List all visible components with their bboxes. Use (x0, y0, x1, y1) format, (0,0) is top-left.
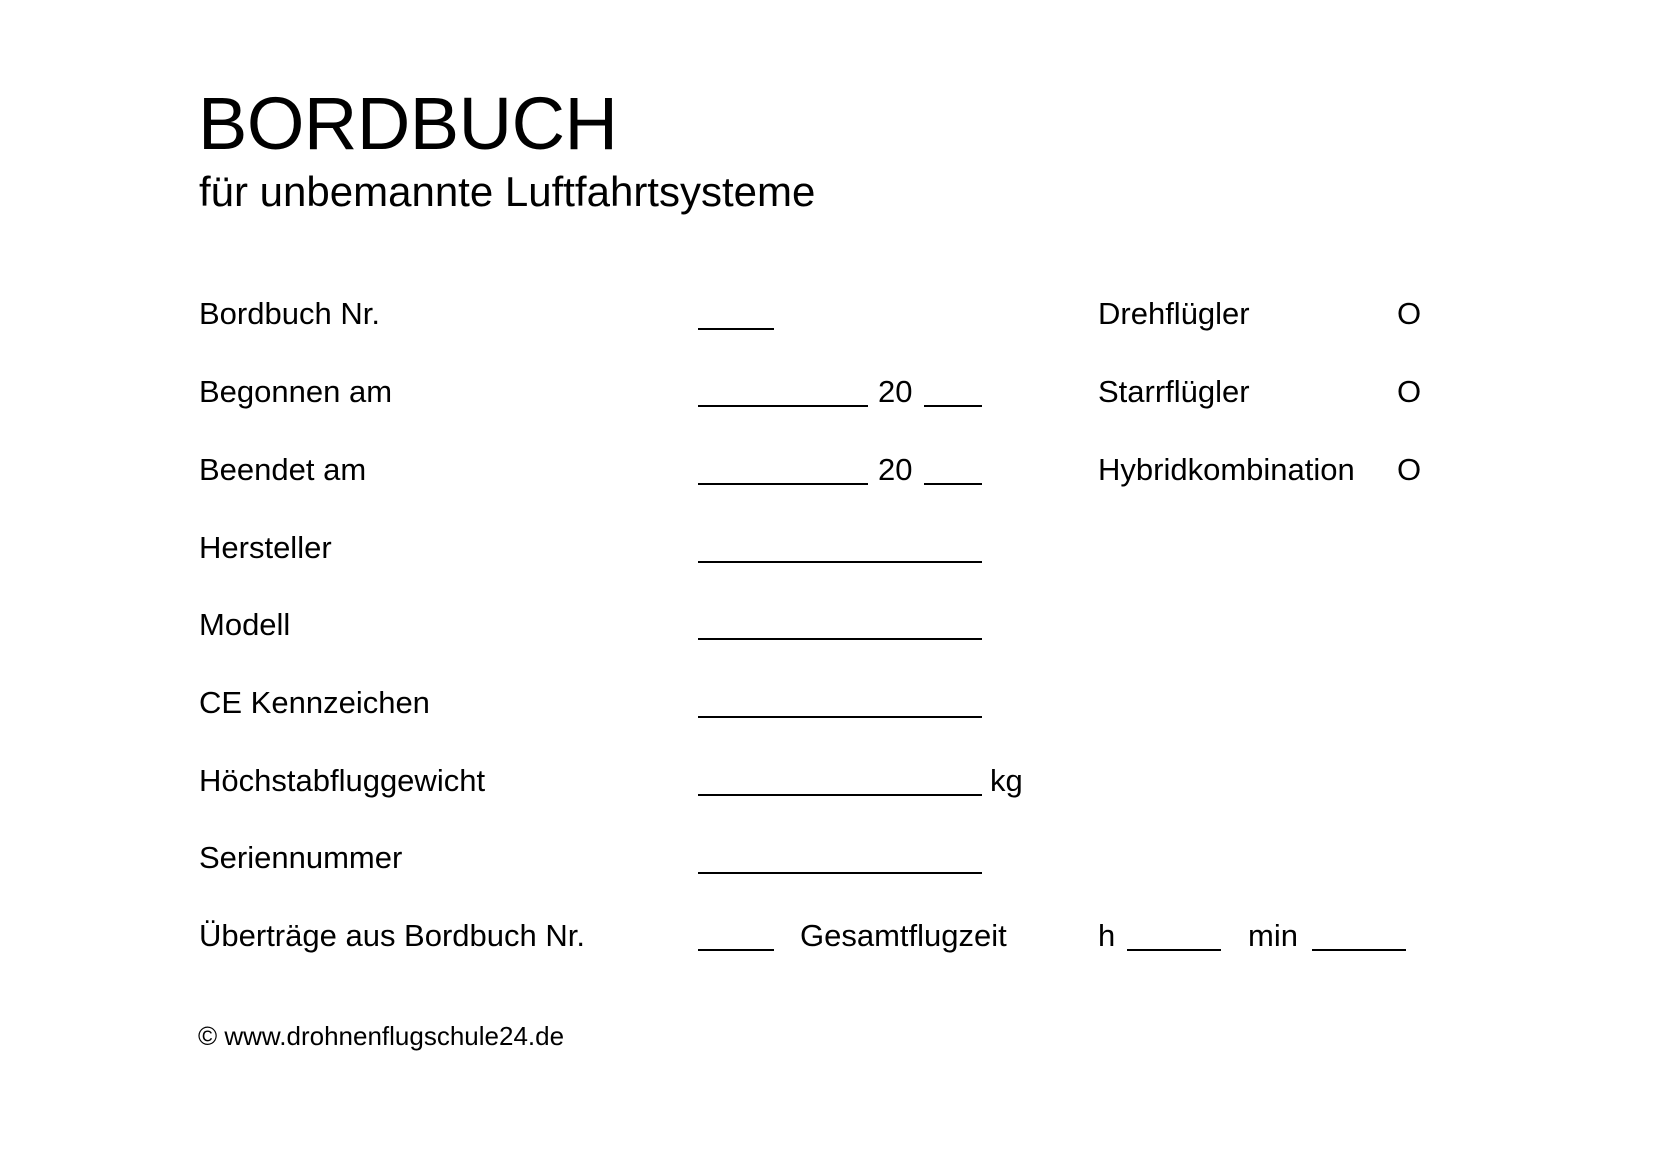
type-starrfluegler-label: Starrflügler (1098, 374, 1250, 409)
ce-kennzeichen-blank[interactable] (698, 716, 982, 718)
begonnen-am-year-blank[interactable] (924, 405, 982, 407)
type-drehfluegler-checkbox[interactable]: O (1397, 296, 1422, 331)
weight-unit-label: kg (990, 763, 1023, 798)
beendet-am-label: Beendet am (199, 452, 367, 487)
hours-label: h (1098, 918, 1116, 953)
uebertraege-nr-blank[interactable] (698, 949, 774, 951)
uebertraege-label: Überträge aus Bordbuch Nr. (199, 918, 585, 953)
modell-label: Modell (199, 607, 291, 642)
gesamtflugzeit-label: Gesamtflugzeit (800, 918, 1007, 953)
hersteller-blank[interactable] (698, 561, 982, 563)
bordbuch-nr-label: Bordbuch Nr. (199, 296, 380, 331)
seriennummer-label: Seriennummer (199, 840, 403, 875)
page-title: BORDBUCH (198, 82, 618, 165)
type-drehfluegler-label: Drehflügler (1098, 296, 1250, 331)
modell-blank[interactable] (698, 638, 982, 640)
hersteller-label: Hersteller (199, 530, 332, 565)
begonnen-am-date-blank[interactable] (698, 405, 868, 407)
hoechstabfluggewicht-blank[interactable] (698, 794, 982, 796)
minutes-label: min (1248, 918, 1298, 953)
hoechstabfluggewicht-label: Höchstabfluggewicht (199, 763, 486, 798)
beendet-am-date-blank[interactable] (698, 483, 868, 485)
page-subtitle: für unbemannte Luftfahrtsysteme (199, 168, 816, 215)
ce-kennzeichen-label: CE Kennzeichen (199, 685, 430, 720)
copyright-notice: © www.drohnenflugschule24.de (198, 1021, 565, 1051)
hours-blank[interactable] (1127, 949, 1221, 951)
type-hybridkombination-label: Hybridkombination (1098, 452, 1355, 487)
type-hybridkombination-checkbox[interactable]: O (1397, 452, 1422, 487)
seriennummer-blank[interactable] (698, 872, 982, 874)
begonnen-am-year-prefix: 20 (878, 374, 913, 409)
type-starrfluegler-checkbox[interactable]: O (1397, 374, 1422, 409)
beendet-am-year-blank[interactable] (924, 483, 982, 485)
beendet-am-year-prefix: 20 (878, 452, 913, 487)
begonnen-am-label: Begonnen am (199, 374, 393, 409)
bordbuch-nr-blank[interactable] (698, 328, 774, 330)
minutes-blank[interactable] (1312, 949, 1406, 951)
